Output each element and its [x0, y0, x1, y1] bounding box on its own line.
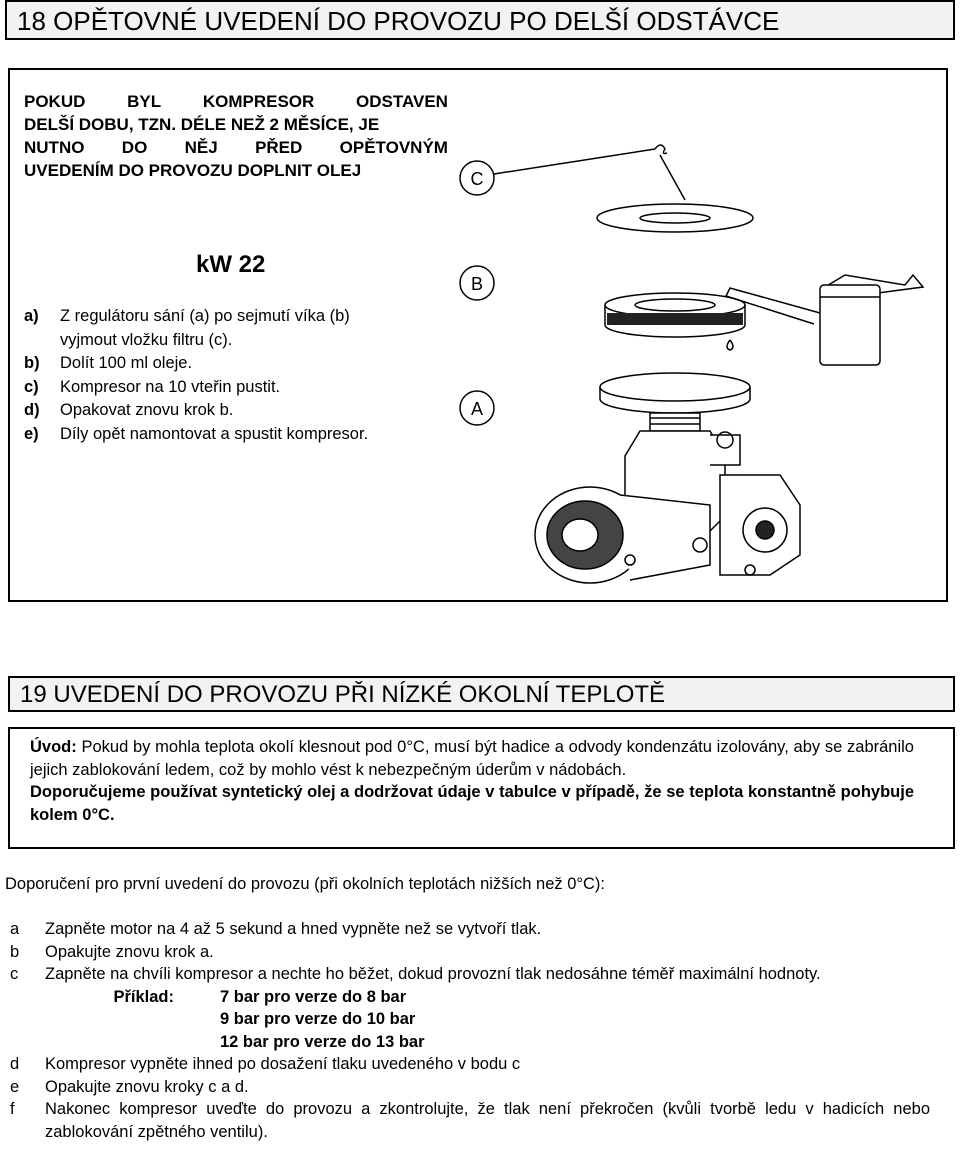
example-label: Příklad: [113, 987, 174, 1006]
oil-can-icon [726, 275, 923, 365]
warning-line-1 [24, 90, 448, 113]
intro-text [30, 736, 914, 826]
warning-word: KOMPRESOR [202, 92, 315, 111]
example-value: 9 bar pro verze do 10 bar [220, 1010, 416, 1028]
list-item: e Opakujte znovu kroky c a d. [10, 1077, 249, 1096]
example-row [10, 986, 930, 1009]
example-value: 12 bar pro verze do 13 bar [220, 1032, 425, 1051]
step-item: vyjmout vložku filtru (c). [60, 330, 233, 349]
step-item: d) Opakovat znovu krok b. [24, 401, 234, 419]
warning-word: PŘED [255, 138, 303, 157]
list-item: c Zapněte na chvíli kompresor a nechte ho běžet, dokud provozní tlak nedosáhne téměř maximální hodnoty. [10, 965, 821, 983]
callout-a [460, 391, 494, 425]
callout-b [460, 266, 494, 300]
warning-word: ODSTAVEN [356, 92, 448, 111]
list-item: b Opakujte znovu krok a. [10, 942, 214, 961]
refill-steps [24, 305, 368, 446]
intro-body: Pokud by mohla teplota okolí klesnout pod 0°C, musí být hadice a odvody kondenzátu izolovány, aby se zabránilo jejich zablokování ledem, což by mohlo vést k nebezpečným úderům v nádobách. [30, 738, 914, 779]
warning-word: POKUD [24, 92, 86, 111]
warning-word: NĚJ [184, 138, 218, 157]
step-item: b) Dolít 100 ml oleje. [24, 354, 193, 372]
cold-start-steps [10, 918, 930, 1143]
warning-word: OPĚTOVNÝM [339, 138, 448, 157]
warning-line-3 [24, 136, 448, 159]
step-item: c) Kompresor na 10 vteřin pustit. [24, 377, 281, 396]
svg-text:A: A [470, 399, 484, 419]
svg-text:C: C [470, 169, 484, 189]
warning-word: DO [121, 138, 148, 157]
step-item: a) Z regulátoru sání (a) po sejmutí víka (b) [24, 307, 350, 325]
list-item: a Zapněte motor na 4 až 5 sekund a hned vypněte než se vytvoří tlak. [10, 920, 542, 938]
restart-warning [24, 90, 448, 182]
callout-c [460, 161, 494, 195]
step-item: e) Díly opět namontovat a spustit kompresor. [24, 424, 369, 443]
warning-word: NUTNO [24, 138, 85, 157]
intro-recommendation: Doporučujeme používat syntetický olej a dodržovat údaje v tabulce v případě, že se teplota konstantně pohybuje kolem 0°C. [30, 783, 914, 824]
list-item: f Nakonec kompresor uveďte do provozu a zkontrolujte, že tlak není překročen (kvůli tvorbě ledu v hadicích nebo zablokování zpětného ventilu). [10, 1100, 930, 1141]
warning-word: BYL [127, 92, 162, 111]
warning-line-4: UVEDENÍM DO PROVOZU DOPLNIT OLEJ [24, 161, 362, 180]
intro-label: Úvod: [30, 738, 77, 756]
example-row [10, 1031, 930, 1054]
warning-line-2: DELŠÍ DOBU, TZN. DÉLE NEŽ 2 MĚSÍCE, JE [24, 115, 380, 134]
example-row [10, 1008, 930, 1031]
first-start-recommendation: Doporučení pro první uvedení do provozu (při okolních teplotách nižších než 0°C): [5, 875, 606, 893]
model-label: kW 22 [196, 251, 266, 278]
svg-text:B: B [470, 274, 484, 294]
compressor-intake-illustration [450, 135, 930, 585]
example-value: 7 bar pro verze do 8 bar [220, 987, 407, 1006]
section-18-heading: 18 OPĚTOVNÉ UVEDENÍ DO PROVOZU PO DELŠÍ ODSTÁVCE [5, 0, 955, 40]
list-item: d Kompresor vypněte ihned po dosažení tlaku uvedeného v bodu c [10, 1055, 521, 1073]
section-19-heading: 19 UVEDENÍ DO PROVOZU PŘI NÍZKÉ OKOLNÍ TEPLOTĚ [8, 676, 955, 712]
